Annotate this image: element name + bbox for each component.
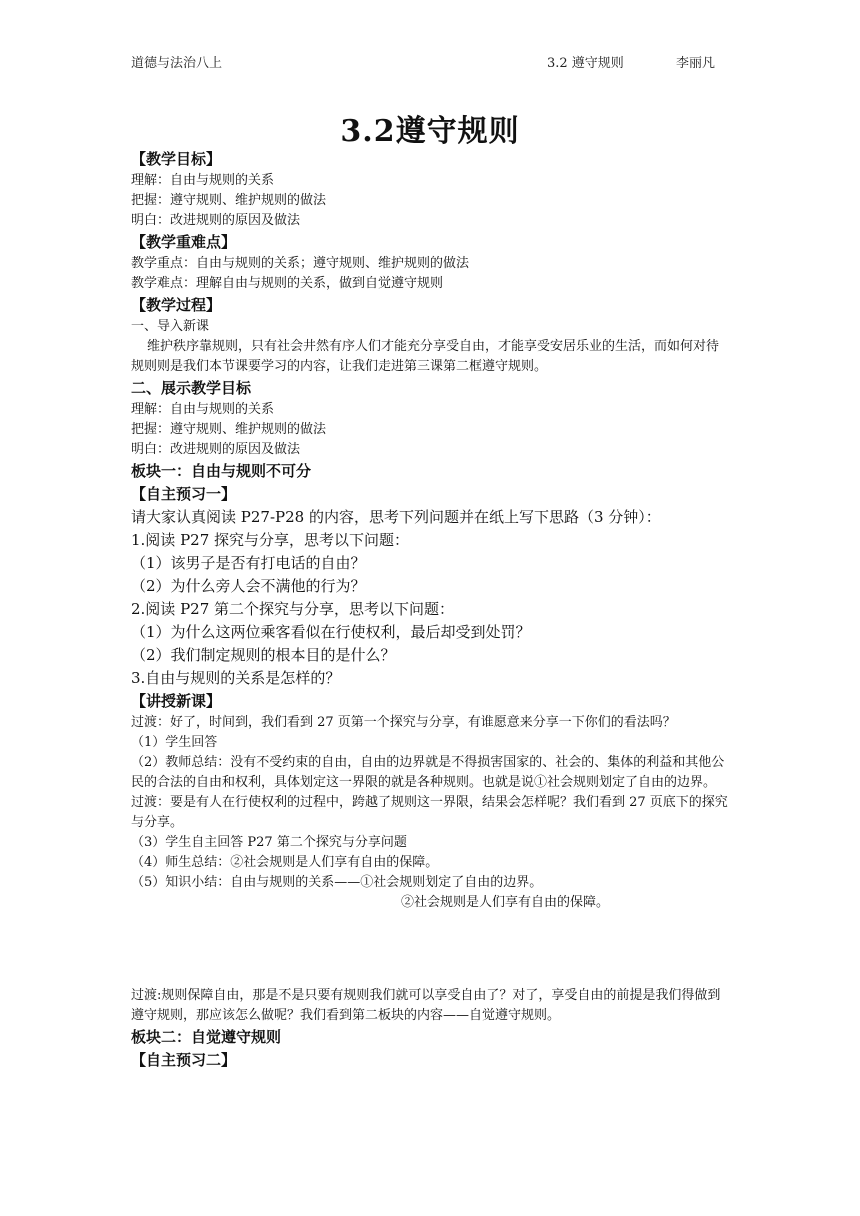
goal-item: 明白：改进规则的原因及做法: [131, 213, 301, 228]
preview1-line: 请大家认真阅读 P27-P28 的内容，思考下列问题并在纸上写下思路（3 分钟）：: [131, 508, 661, 526]
process-heading: 【教学过程】: [131, 296, 222, 314]
lecture-transition: 过渡：好了，时间到，我们看到 27 页第一个探究与分享，有谁愿意来分享一下你们的看法吗？: [131, 715, 676, 730]
preview1-line: （1）为什么这两位乘客看似在行使权利，最后却受到处罚？: [131, 623, 531, 641]
lecture-item: （5）知识小结：自由与规则的关系——①社会规则划定了自由的边界。: [131, 875, 543, 890]
lecture-item: （2）教师总结：没有不受约束的自由，自由的边界就是不得损害国家的、社会的、集体的利益和其他公民的合法的自由和权利，具体划定这一界限的就是各种规则。也就是说①社会规则划定了自由的边界。: [131, 755, 725, 790]
lecture-item: （4）师生总结：②社会规则是人们享有自由的保障。: [131, 855, 439, 870]
key-points-heading: 【教学重难点】: [131, 233, 237, 251]
lecture-transition: 过渡:规则保障自由，那是不是只要有规则我们就可以享受自由了？对了，享受自由的前提是我们得做到遵守规则，那应该怎么做呢？我们看到第二板块的内容——自觉遵守规则。: [131, 988, 721, 1023]
preview1-line: （1）该男子是否有打电话的自由？: [131, 554, 366, 572]
page-title: 3.2遵守规则: [340, 114, 520, 149]
goals-heading: 【教学目标】: [131, 150, 222, 168]
preview1-line: 2.阅读 P27 第二个探究与分享，思考以下问题：: [131, 600, 455, 618]
key-point-item: 教学难点：理解自由与规则的关系，做到自觉遵守规则: [131, 276, 444, 291]
preview1-line: （2）我们制定规则的根本目的是什么？: [131, 646, 396, 664]
lecture-heading: 【讲授新课】: [131, 692, 222, 710]
lecture-item: （3）学生自主回答 P27 第二个探究与分享问题: [131, 835, 407, 850]
show-goal-item: 理解：自由与规则的关系: [131, 402, 275, 417]
show-goal-item: 把握：遵守规则、维护规则的做法: [131, 422, 327, 437]
preview1-line: 3.自由与规则的关系是怎样的？: [131, 669, 341, 687]
preview1-heading: 【自主预习一】: [131, 485, 237, 503]
intro-text: 维护秩序靠规则，只有社会井然有序人们才能充分享受自由，才能享受安居乐业的生活，而如何对待规则则是我们本节课要学习的内容，让我们走进第三课第二框遵守规则。: [131, 339, 720, 374]
show-goals-heading: 二、展示教学目标: [131, 379, 252, 397]
lecture-transition: 过渡：要是有人在行使权利的过程中，跨越了规则这一界限，结果会怎样呢？我们看到 27 页底下的探究与分享。: [131, 795, 728, 830]
intro-heading: 一、导入新课: [131, 319, 210, 334]
header-author: 李丽凡: [676, 56, 716, 71]
block2-heading: 板块二：自觉遵守规则: [131, 1028, 282, 1046]
preview2-heading: 【自主预习二】: [131, 1051, 237, 1069]
lecture-item-continuation: ②社会规则是人们享有自由的保障。: [401, 895, 610, 910]
document-body: [131, 148, 731, 1072]
block1-heading: 板块一：自由与规则不可分: [131, 462, 312, 480]
lecture-item: （1）学生回答: [131, 735, 218, 750]
preview1-line: 1.阅读 P27 探究与分享，思考以下问题：: [131, 531, 410, 549]
preview1-line: （2）为什么旁人会不满他的行为？: [131, 577, 366, 595]
goal-item: 理解：自由与规则的关系: [131, 173, 275, 188]
header-subject: 道德与法治八上: [131, 56, 223, 71]
blank-space: [131, 913, 731, 986]
show-goal-item: 明白：改进规则的原因及做法: [131, 442, 301, 457]
goal-item: 把握：遵守规则、维护规则的做法: [131, 193, 327, 208]
header-lesson: 3.2 遵守规则: [547, 56, 624, 71]
key-point-item: 教学重点：自由与规则的关系；遵守规则、维护规则的做法: [131, 256, 470, 271]
